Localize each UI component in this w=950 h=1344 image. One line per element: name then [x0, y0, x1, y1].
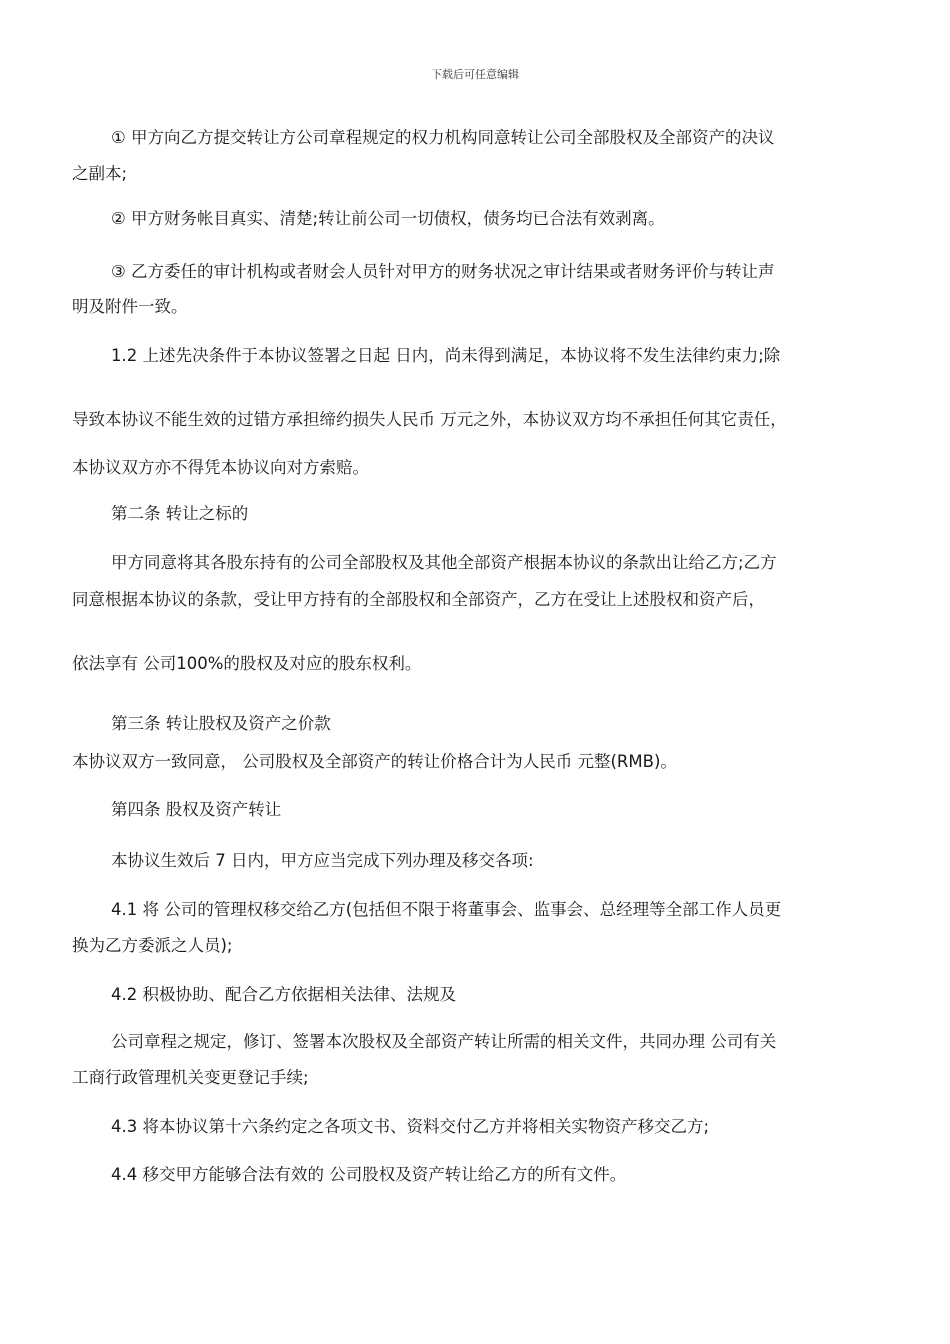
clause-1-line-1: ① 甲方向乙方提交转让方公司章程规定的权力机构同意转让公司全部股权及全部资产的决议	[111, 128, 775, 147]
article-2-heading: 第二条 转让之标的	[111, 504, 249, 523]
clause-1-line-2: 之副本;	[72, 164, 128, 183]
section-1-2-line-3: 本协议双方亦不得凭本协议向对方索赔。	[72, 458, 369, 477]
clause-2-line-1: ② 甲方财务帐目真实、清楚;转让前公司一切债权，债务均已合法有效剥离。	[111, 209, 665, 228]
section-1-2-line-1: 1.2 上述先决条件于本协议签署之日起 日内，尚未得到满足，本协议将不发生法律约束力;除	[111, 346, 781, 365]
clause-3-line-2: 明及附件一致。	[72, 297, 188, 316]
section-4-3-line-1: 4.3 将本协议第十六条约定之各项文书、资料交付乙方并将相关实物资产移交乙方;	[111, 1117, 710, 1136]
section-4-1-line-1: 4.1 将 公司的管理权移交给乙方(包括但不限于将董事会、监事会、总经理等全部工作人员更	[111, 900, 782, 919]
article-3-line-1: 本协议双方一致同意， 公司股权及全部资产的转让价格合计为人民币 元整(RMB)。	[72, 752, 677, 771]
section-4-4-line-1: 4.4 移交甲方能够合法有效的 公司股权及资产转让给乙方的所有文件。	[111, 1165, 627, 1184]
article-2-line-1: 甲方同意将其各股东持有的公司全部股权及其他全部资产根据本协议的条款出让给乙方;乙方	[111, 553, 777, 572]
article-4-heading: 第四条 股权及资产转让	[111, 800, 282, 819]
article-3-heading: 第三条 转让股权及资产之价款	[111, 714, 331, 733]
clause-3-line-1: ③ 乙方委任的审计机构或者财会人员针对甲方的财务状况之审计结果或者财务评价与转让声	[111, 262, 775, 281]
section-1-2-line-2: 导致本协议不能生效的过错方承担缔约损失人民币 万元之外，本协议双方均不承担任何其它责任，	[72, 410, 787, 429]
article-4-intro: 本协议生效后 7 日内，甲方应当完成下列办理及移交各项:	[111, 851, 534, 870]
article-2-line-3: 依法享有 公司100%的股权及对应的股东权利。	[72, 654, 422, 673]
section-4-2-line-1: 4.2 积极协助、配合乙方依据相关法律、法规及	[111, 985, 456, 1004]
article-2-line-2: 同意根据本协议的条款，受让甲方持有的全部股权和全部资产，乙方在受让上述股权和资产后，	[72, 590, 765, 609]
section-4-2-line-2: 公司章程之规定，修订、签署本次股权及全部资产转让所需的相关文件，共同办理 公司有关	[111, 1032, 777, 1051]
section-4-1-line-2: 换为乙方委派之人员);	[72, 936, 233, 955]
section-4-2-line-3: 工商行政管理机关变更登记手续;	[72, 1068, 309, 1087]
page-header: 下载后可任意编辑	[431, 68, 519, 81]
